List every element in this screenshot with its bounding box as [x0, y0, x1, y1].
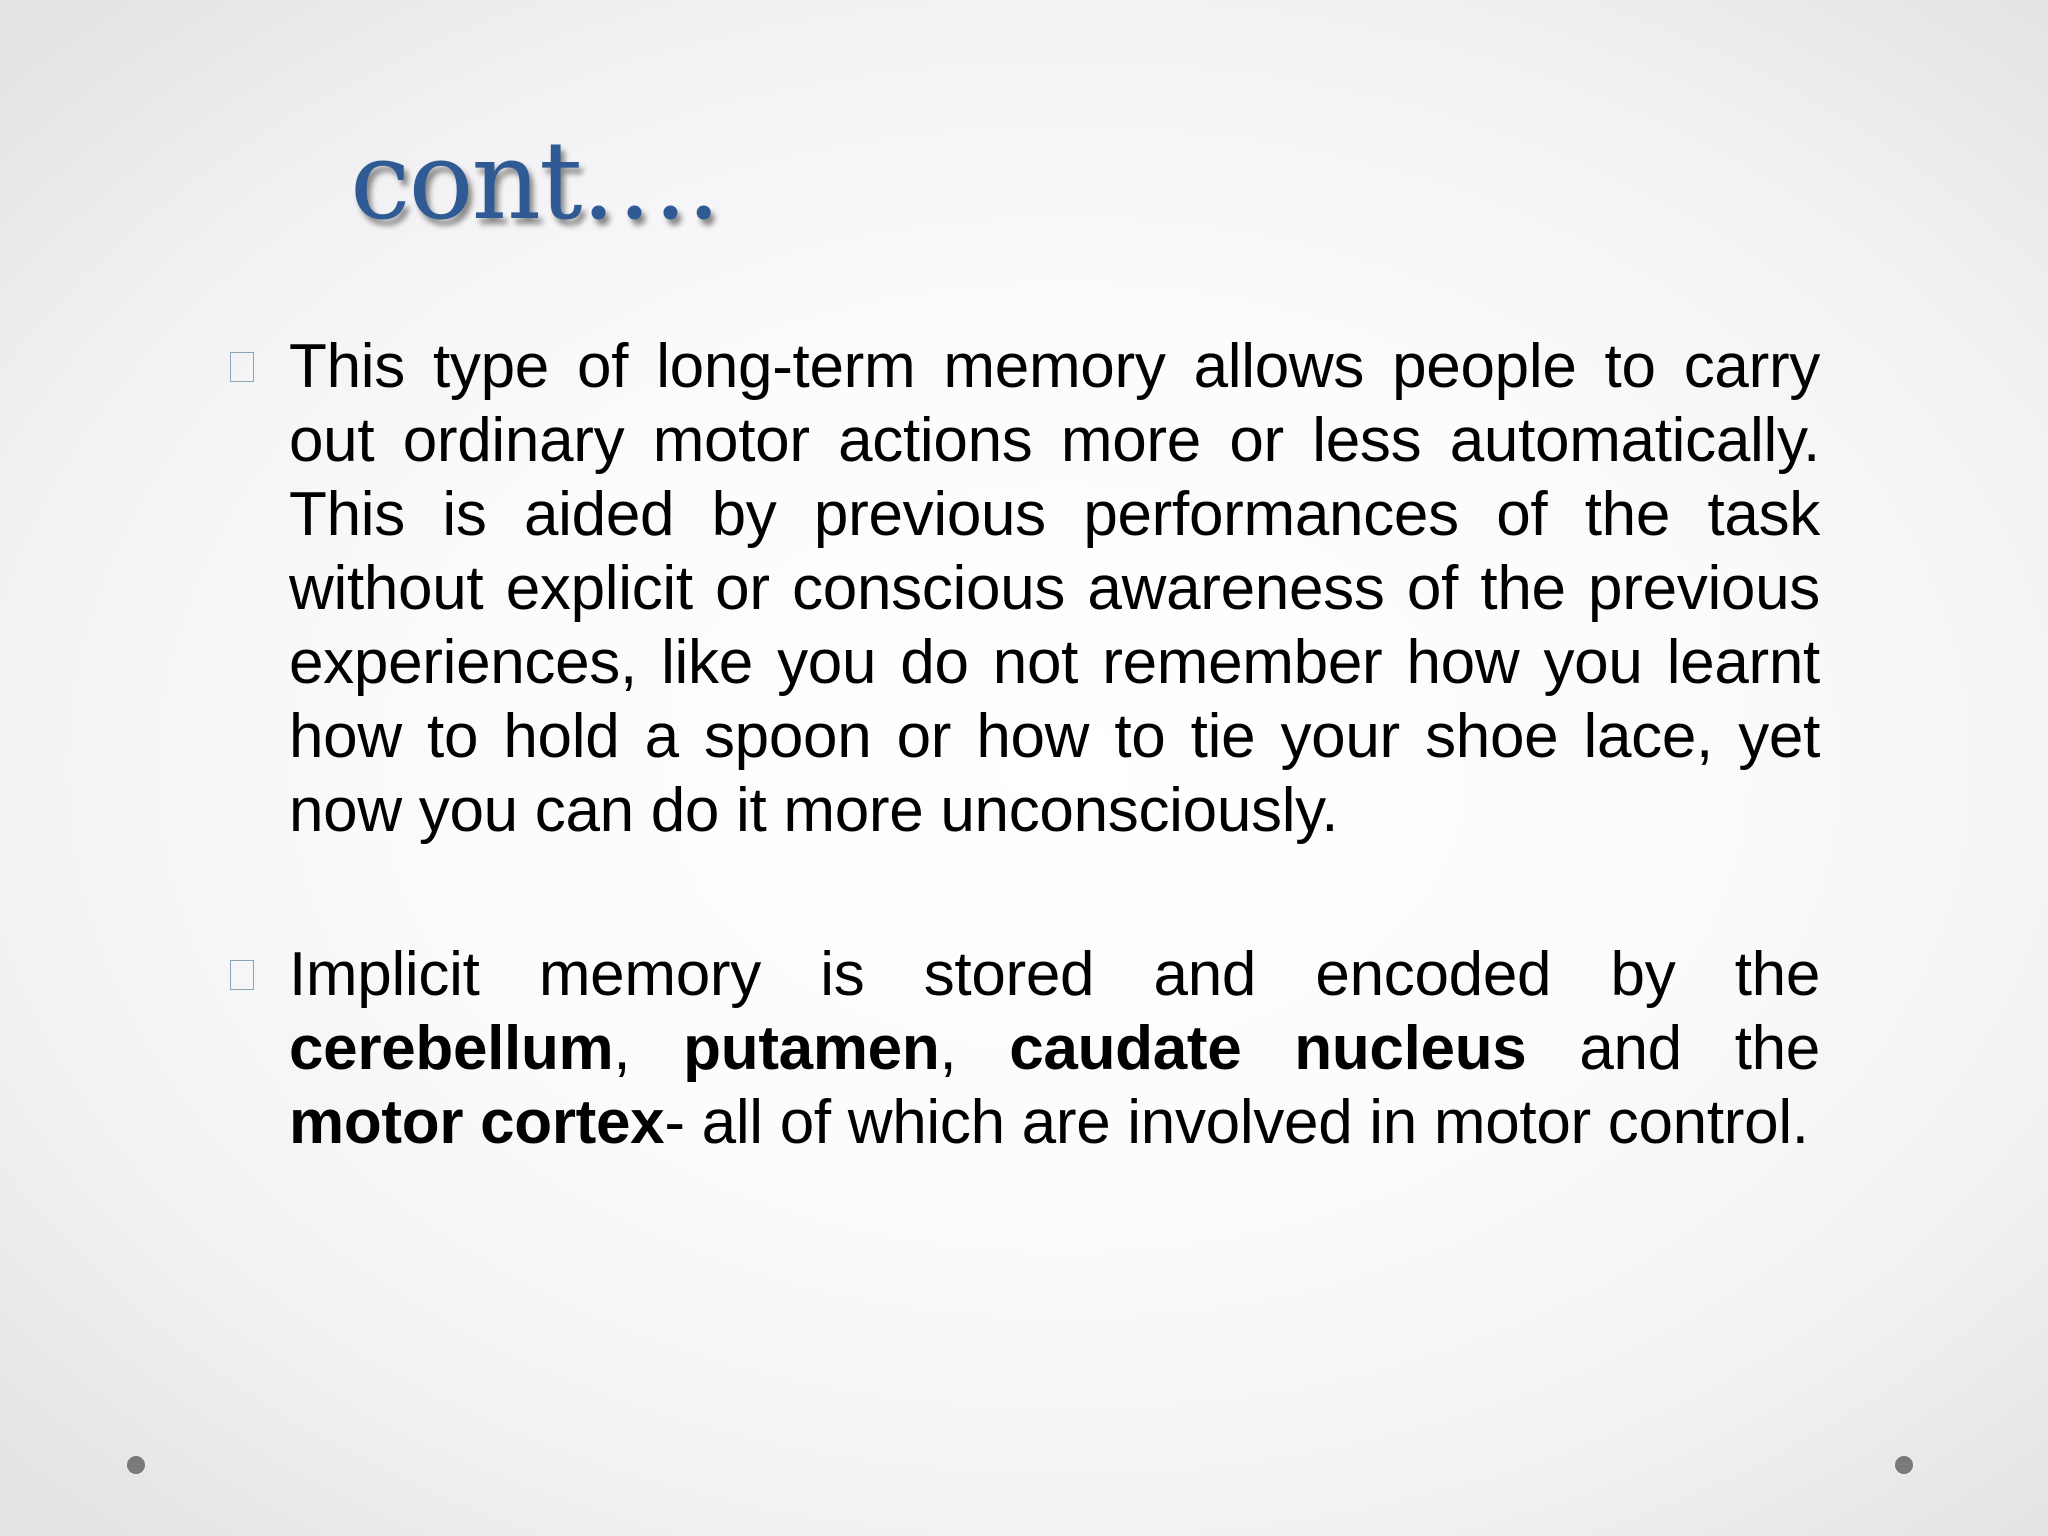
- bullet-text-part: - all of which are involved in motor control.: [664, 1088, 1809, 1157]
- term-putamen: putamen: [683, 1014, 940, 1083]
- bullet-item: [230, 938, 1820, 1160]
- bullet-text: [289, 330, 1820, 848]
- term-caudate-nucleus: caudate nucleus: [1009, 1014, 1527, 1083]
- bullet-item: [230, 330, 1820, 848]
- square-bullet-icon: [230, 352, 254, 382]
- corner-dot-icon: [127, 1456, 145, 1474]
- term-cerebellum: cerebellum: [289, 1014, 614, 1083]
- bullet-text: [289, 938, 1820, 1160]
- bullet-text-part: and the: [1526, 1014, 1820, 1083]
- slide-title: cont….: [350, 119, 719, 244]
- bullet-text-part: ,: [613, 1014, 684, 1083]
- term-motor-cortex: motor cortex: [289, 1088, 665, 1157]
- square-bullet-icon: [230, 960, 254, 990]
- bullet-text-part: ,: [939, 1014, 1010, 1083]
- bullet-text-part: This type of long-term memory allows people to carry out ordinary motor actions more or less automatically. This is aided by previous performances of the task without explicit or conscious awareness of the previous experiences, like you do not remember how you learnt how to hold a spoon or how to tie your shoe lace, yet now you can do it more unconsciously.: [289, 332, 1820, 845]
- bullet-text-part: Implicit memory is stored and encoded by the: [289, 940, 1820, 1009]
- corner-dot-icon: [1895, 1456, 1913, 1474]
